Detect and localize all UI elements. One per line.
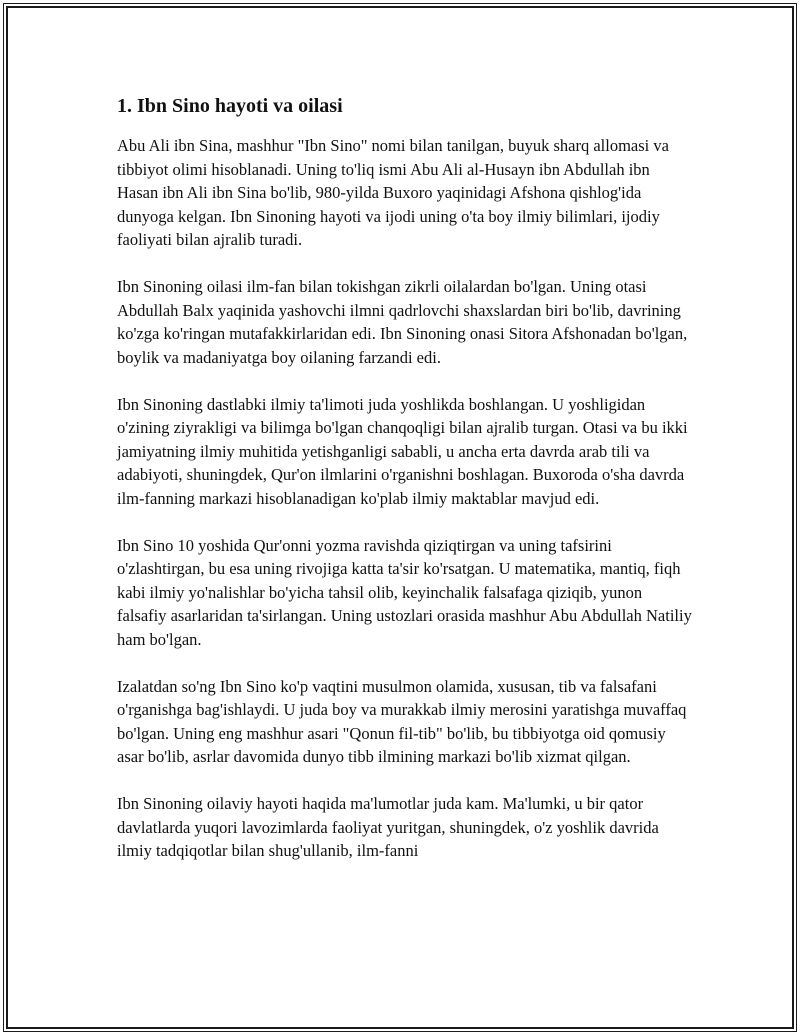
paragraph-6: Ibn Sinoning oilaviy hayoti haqida ma'lumotlar juda kam. Ma'lumki, u bir qator davlatlarda yuqori lavozimlarda faoliyat yuritgan, shuningdek, o'z yoshlik davrida ilmiy tadqiqotlar bilan shug'ullanib, ilm-fanni [117, 794, 659, 860]
section-heading: 1. Ibn Sino hayoti va oilasi [117, 95, 343, 117]
paragraph-5: Izalatdan so'ng Ibn Sino ko'p vaqtini musulmon olamida, xususan, tib va falsafani o'rganishga bag'ishlaydi. U juda boy va murakkab ilmiy merosini yaratishga muvaffaq bo'lgan. Uning eng mashhur asari "Qonun fil-tib" bo'lib, bu tibbiyotga oid qomusiy asar bo'lib, asrlar davomida dunyo tibb ilmining markazi bo'lib xizmat qilgan. [117, 676, 687, 766]
paragraph-2: Ibn Sinoning oilasi ilm-fan bilan tokishgan zikrli oilalardan bo'lgan. Uning otasi Abdullah Balx yaqinida yashovchi ilmni qadrlovchi shaxslardan biri bo'lib, davrining ko'zga ko'ringan mutafakkirlaridan edi. Ibn Sinoning onasi Sitora Afshonadan bo'lgan, boylik va madaniyatga boy oilaning farzandi edi. [117, 277, 688, 367]
paragraph-3: Ibn Sinoning dastlabki ilmiy ta'limoti juda yoshlikda boshlangan. U yoshligidan o'zining ziyrakligi va bilimga bo'lgan chanqoqligi bilan ajralib turgan. Otasi va bu ikki jamiyatning ilmiy muhitida yetishganligi sababli, u ancha erta davrda arab tili va adabiyoti, shuningdek, Qur'on ilmlarini o'rganishni boshlagan. Buxoroda o'sha davrda ilm-fanning markazi hisoblanadigan ko'plab ilmiy maktablar mavjud edi. [117, 394, 688, 508]
paragraph-1: Abu Ali ibn Sina, mashhur "Ibn Sino" nomi bilan tanilgan, buyuk sharq allomasi va tibbiyot olimi hisoblanadi. Uning to'liq ismi Abu Ali al-Husayn ibn Abdullah ibn Hasan ibn Ali ibn Sina bo'lib, 980-yilda Buxoro yaqinidagi Afshona qishlog'ida dunyoga kelgan. Ibn Sinoning hayoti va ijodi uning o'ta boy ilmiy bilimlari, ijodiy faoliyati bilan ajralib turadi. [117, 136, 669, 249]
paragraph-4: Ibn Sino 10 yoshida Qur'onni yozma ravishda qiziqtirgan va uning tafsirini o'zlashtirgan, bu esa uning rivojiga katta ta'sir ko'rsatgan. U matematika, mantiq, fiqh kabi ilmiy yo'nalishlar bo'yicha tahsil olib, keyinchalik falsafaga qiziqib, yunon falsafiy asarlaridan ta'sirlangan. Uning ustozlari orasida mashhur Abu Abdullah Natiliy ham bo'lgan. [117, 535, 692, 649]
document-body [117, 92, 692, 886]
